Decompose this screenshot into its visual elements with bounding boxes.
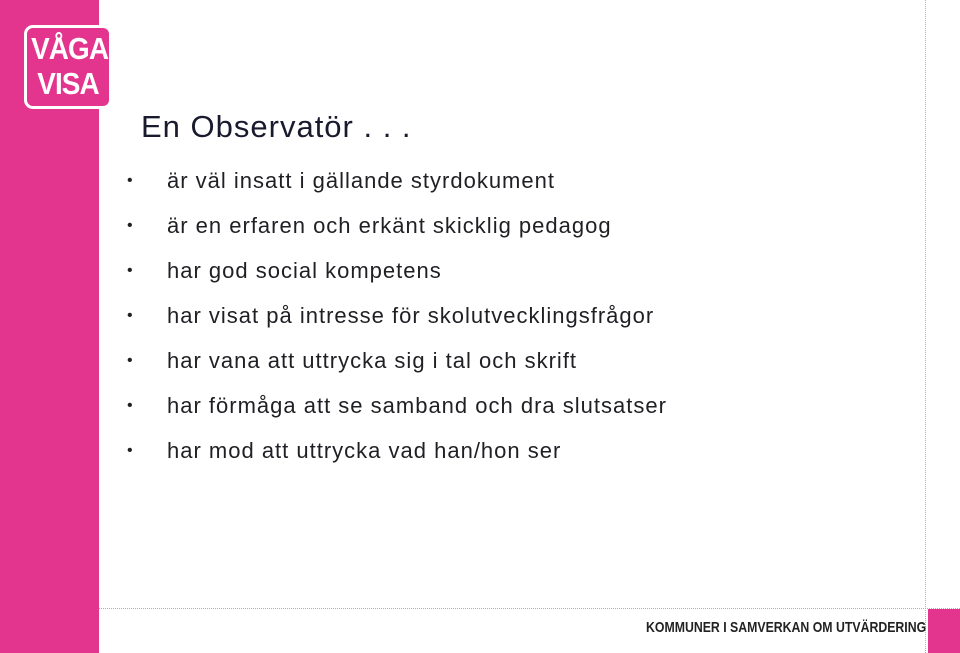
- bullet-dot-icon: •: [127, 397, 134, 414]
- bullet-dot-icon: •: [127, 442, 134, 459]
- corner-accent-square: [928, 609, 960, 653]
- bullet-dot-icon: •: [127, 262, 134, 279]
- bullet-dot-icon: •: [127, 217, 134, 234]
- vaga-visa-logo: [24, 25, 112, 109]
- footer-dotted-divider: [99, 608, 960, 609]
- logo-line-top: VÅGA: [31, 31, 109, 66]
- bullet-text: har förmåga att se samband och dra slutsatser: [167, 393, 667, 418]
- bullet-list: [127, 165, 667, 480]
- list-item: [127, 300, 667, 345]
- list-item: [127, 165, 667, 210]
- bullet-text: har vana att uttrycka sig i tal och skrift: [167, 348, 578, 373]
- footer-organization-text: KOMMUNER I SAMVERKAN OM UTVÄRDERING: [646, 619, 927, 636]
- bullet-dot-icon: •: [127, 352, 134, 369]
- logo-line-bottom: VISA: [37, 66, 99, 101]
- list-item: [127, 390, 667, 435]
- list-item: [127, 210, 667, 255]
- bullet-text: är en erfaren och erkänt skicklig pedagog: [167, 213, 612, 238]
- list-item: [127, 345, 667, 390]
- list-item: [127, 255, 667, 300]
- bullet-dot-icon: •: [127, 172, 134, 189]
- list-item: [127, 435, 667, 480]
- right-dotted-divider: [925, 0, 926, 653]
- bullet-text: har mod att uttrycka vad han/hon ser: [167, 438, 562, 463]
- bullet-text: har god social kompetens: [167, 258, 442, 283]
- slide-title: En Observatör . . .: [141, 109, 412, 144]
- bullet-dot-icon: •: [127, 307, 134, 324]
- bullet-text: har visat på intresse för skolutvecklingsfrågor: [167, 303, 655, 328]
- bullet-text: är väl insatt i gällande styrdokument: [167, 168, 555, 193]
